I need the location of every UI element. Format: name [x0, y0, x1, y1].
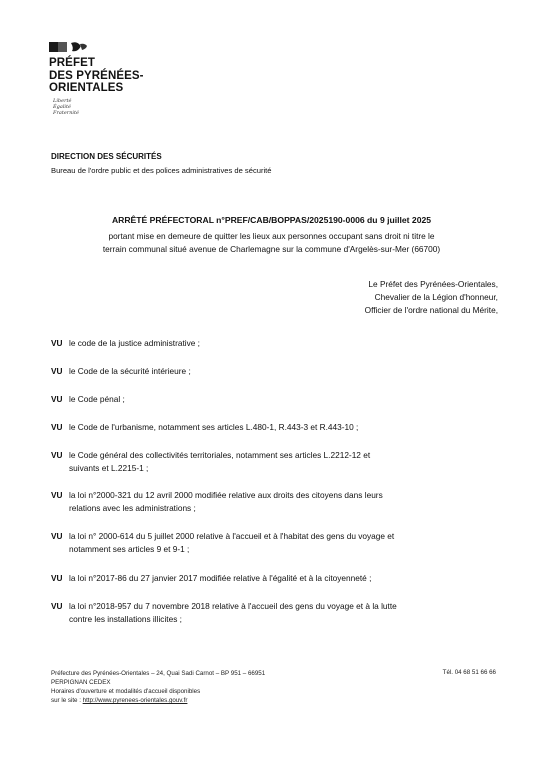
vu-line: le code de la justice administrative ;	[69, 338, 200, 348]
footer-site	[51, 696, 265, 705]
vu-item	[51, 337, 501, 350]
footer	[51, 669, 265, 705]
signatory-line: Chevalier de la Légion d'honneur,	[374, 292, 498, 302]
vu-item	[51, 530, 501, 555]
signatory-line: Le Préfet des Pyrénées-Orientales,	[368, 279, 498, 289]
vu-line: le Code pénal ;	[69, 394, 125, 404]
footer-phone: Tél. 04 68 51 66 66	[442, 669, 496, 676]
vu-line: le Code de l'urbanisme, notamment ses articles L.480-1, R.443-3 et R.443-10 ;	[69, 422, 359, 432]
vu-item	[51, 489, 501, 514]
motto-line: Égalité	[53, 104, 71, 110]
subtitle-line: portant mise en demeure de quitter les lieux aux personnes occupant sans droit ni titre le	[108, 231, 435, 241]
motto-line: Fraternité	[53, 110, 79, 116]
motto-line: Liberté	[53, 98, 72, 104]
vu-keyword: VU	[51, 531, 63, 541]
vu-keyword: VU	[51, 338, 63, 348]
vu-item	[51, 449, 501, 474]
vu-item	[51, 393, 501, 406]
prefect-name	[49, 57, 209, 95]
vu-line: contre les installations illicites ;	[69, 613, 182, 624]
decree-subtitle	[30, 230, 513, 256]
vu-keyword: VU	[51, 490, 63, 500]
vu-item	[51, 572, 501, 585]
vu-keyword: VU	[51, 366, 63, 376]
prefect-line: PRÉFET	[49, 57, 95, 69]
bureau-name: Bureau de l'ordre public et des polices administratives de sécurité	[51, 166, 272, 175]
prefect-line: DES PYRÉNÉES-	[49, 69, 144, 82]
vu-line: relations avec les administrations ;	[69, 502, 196, 513]
website-link[interactable]: http://www.pyrenees-orientales.gouv.fr	[82, 697, 188, 704]
footer-hours: Horaires d'ouverture et modalités d'accueil disponibles	[51, 688, 201, 695]
vu-line: la loi n°2017-86 du 27 janvier 2017 modifiée relative à l'égalité et à la citoyenneté ;	[69, 573, 372, 583]
vu-line: la loi n° 2000-614 du 5 juillet 2000 relative à l'accueil et à l'habitat des gens du voyage et	[69, 531, 395, 541]
footer-site-prefix: sur le site :	[51, 697, 83, 704]
footer-city: PERPIGNAN CEDEX	[51, 679, 111, 686]
marianne-logo-icon	[49, 41, 91, 53]
vu-item	[51, 600, 501, 625]
vu-line: notamment ses articles 9 et 9-1 ;	[69, 543, 190, 554]
vu-item	[51, 365, 501, 378]
direction-heading: DIRECTION DES SÉCURITÉS	[51, 152, 162, 161]
vu-item	[51, 421, 501, 434]
decree-title: ARRÊTÉ PRÉFECTORAL n°PREF/CAB/BOPPAS/2025190-0006 du 9 juillet 2025	[111, 215, 432, 225]
vu-keyword: VU	[51, 422, 63, 432]
vu-line: le Code de la sécurité intérieure ;	[69, 366, 191, 376]
vu-keyword: VU	[51, 601, 63, 611]
signatory-block	[365, 278, 498, 317]
vu-line: le Code général des collectivités territoriales, notamment ses articles L.2212-12 et	[69, 450, 371, 460]
vu-keyword: VU	[51, 394, 63, 404]
signatory-line: Officier de l'ordre national du Mérite,	[364, 305, 498, 315]
motto	[53, 98, 79, 116]
vu-line: la loi n°2000-321 du 12 avril 2000 modifiée relative aux droits des citoyens dans leurs	[69, 490, 383, 500]
vu-line: suivants et L.2215-1 ;	[69, 462, 149, 473]
footer-address: Préfecture des Pyrénées-Orientales – 24, Quai Sadi Carnot – BP 951 – 66951	[51, 670, 266, 677]
vu-keyword: VU	[51, 450, 63, 460]
vu-keyword: VU	[51, 573, 63, 583]
prefect-line: ORIENTALES	[49, 82, 124, 94]
vu-line: la loi n°2018-957 du 7 novembre 2018 relative à l'accueil des gens du voyage et à la lutte	[69, 601, 397, 611]
subtitle-line: terrain communal situé avenue de Charlemagne sur la commune d'Argelès-sur-Mer (66700)	[102, 244, 441, 254]
